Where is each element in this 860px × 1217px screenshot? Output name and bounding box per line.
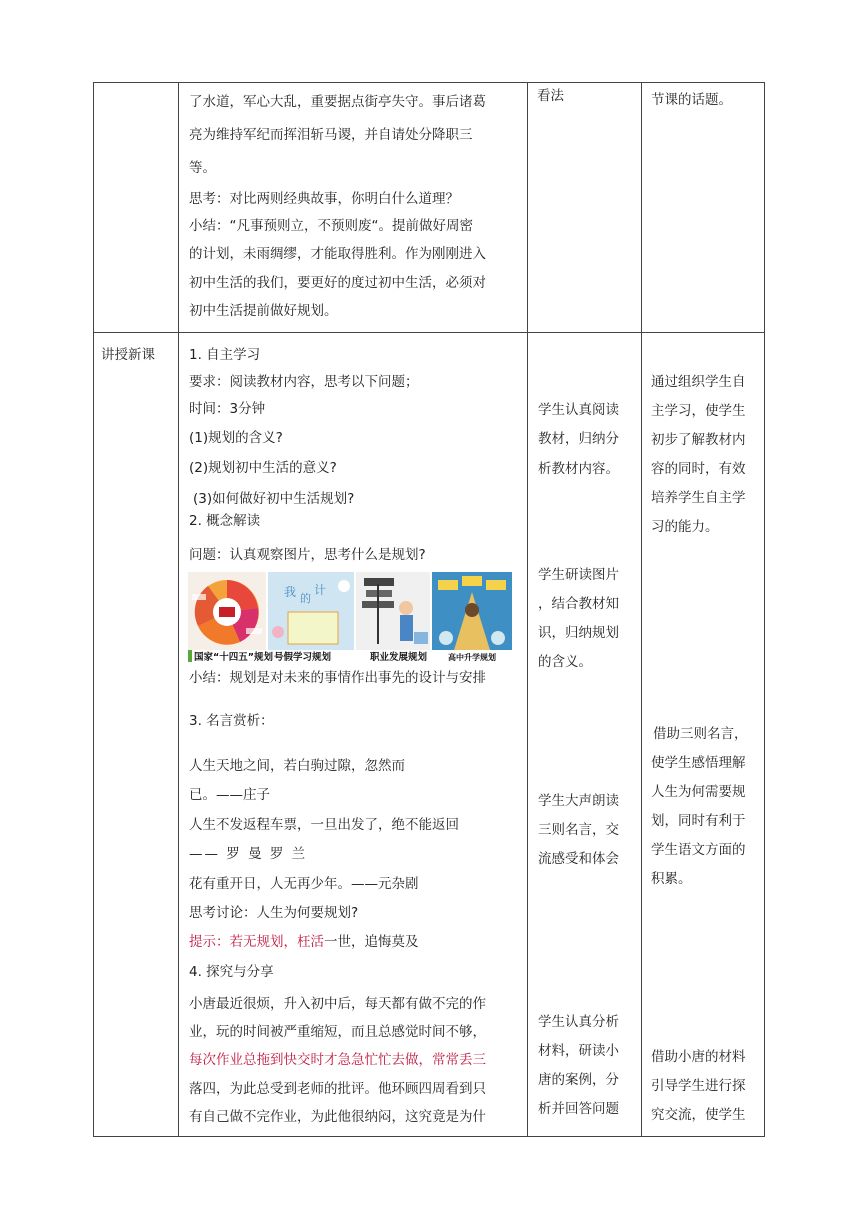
student-activity-line: 材料，研读小: [538, 1043, 619, 1059]
design-intent-line: 借助三则名言，: [653, 726, 748, 742]
table-border-left: [93, 82, 94, 1137]
design-intent-line: 容的同时，有效: [651, 461, 746, 477]
text-line: (2)规划初中生活的意义?: [189, 460, 337, 476]
text-line: 的计划，未雨绸缪，才能取得胜利。作为刚刚进入: [189, 246, 486, 262]
highschool-plan-image: [432, 572, 512, 650]
student-activity-line: 析并回答问题: [538, 1101, 619, 1117]
student-activity-line: 三则名言，交: [538, 822, 619, 838]
table-border-bottom: [93, 1136, 765, 1137]
design-intent-line: 学生语文方面的: [651, 842, 746, 858]
row1-student-activity: 看法: [537, 88, 564, 104]
student-activity-line: 教材，归纳分: [538, 431, 619, 447]
design-intent-line: 借助小唐的材料: [651, 1049, 746, 1065]
student-activity-line: 学生认真阅读: [538, 402, 619, 418]
design-intent-line: 划，同时有利于: [651, 813, 746, 829]
text-line: 等。: [189, 160, 216, 176]
holiday-plan-image: [268, 572, 354, 650]
text-line: 思考：对比两则经典故事，你明白什么道理？: [189, 191, 459, 207]
hint-rest: 一世，追悔莫及: [324, 934, 419, 950]
design-intent-line: 通过组织学生自: [651, 374, 746, 390]
design-intent-line: 习的能力。: [651, 519, 719, 535]
svg-text:计: 计: [314, 583, 327, 597]
text-line: 初中生活的我们，要更好的度过初中生活，必须对: [189, 275, 486, 291]
svg-text:我: 我: [284, 585, 297, 599]
green-marker: [188, 650, 192, 662]
planning-images: [188, 572, 513, 664]
quote-line: 花有重开日，人无再少年。——元杂剧: [189, 876, 419, 892]
text-line: 小结：“凡事预则立，不预则废“。提前做好周密: [189, 218, 473, 234]
quote-line: —— 罗 曼 罗 兰: [189, 846, 308, 862]
text-line: (1)规划的含义?: [189, 430, 283, 446]
text-line: 亮为维持军纪而挥泪斩马谡，并自请处分降职三: [189, 127, 473, 143]
student-activity-line: 学生认真分析: [538, 1014, 619, 1030]
row-divider: [93, 332, 765, 333]
concept-summary: 小结：规划是对未来的事情作出事先的设计与安排: [189, 670, 486, 686]
design-intent-line: 主学习，使学生: [651, 403, 746, 419]
design-intent-line: 引导学生进行探: [651, 1078, 746, 1094]
caption-highschool-plan: 高中升学规划: [448, 653, 496, 662]
hint-mid: 枉活: [297, 934, 324, 950]
discussion-question: 思考讨论：人生为何要规划?: [189, 905, 359, 921]
design-intent-line: 初步了解教材内: [651, 432, 746, 448]
case-line: 业，玩的时间被严重缩短，而且总感觉时间不够，: [189, 1024, 486, 1040]
case-line: 落四，为此总受到老师的批评。他环顾四周看到只: [189, 1081, 486, 1097]
case-line: 小唐最近很烦，升入初中后，每天都有做不完的作: [189, 996, 486, 1012]
text-line: 了水道，军心大乱，重要据点街亭失守。事后诸葛: [189, 94, 486, 110]
quote-line: 人生不发返程车票，一旦出发了，绝不能返回: [189, 817, 459, 833]
design-intent-line: 人生为何需要规: [651, 784, 746, 800]
text-line: 初中生活提前做好规划。: [189, 303, 338, 319]
student-activity-line: 识，归纳规划: [538, 625, 619, 641]
table-divider-1: [178, 82, 179, 1137]
row1-design-intent: 节课的话题。: [651, 92, 732, 108]
table-border-right: [764, 82, 765, 1137]
section-title: 4. 探究与分享: [189, 964, 274, 980]
caption-career-plan: 职业发展规划: [370, 652, 428, 663]
text-line: 要求：阅读教材内容，思考以下问题；: [189, 374, 419, 390]
design-intent-line: 究交流，使学生: [651, 1107, 746, 1123]
text-line: 问题：认真观察图片，思考什么是规划?: [189, 547, 426, 563]
text-line: (3)如何做好初中生活规划?: [193, 491, 355, 507]
design-intent-line: 积累。: [651, 871, 692, 887]
svg-text:的: 的: [300, 592, 311, 605]
caption-holiday-plan: 号假学习规划: [274, 652, 332, 663]
student-activity-line: ，结合教材知: [538, 596, 619, 612]
section-title: 1. 自主学习: [189, 347, 261, 363]
student-activity-line: 析教材内容。: [538, 461, 619, 477]
case-line-highlight: 每次作业总拖到快交时才急急忙忙去做，常常丢三: [189, 1052, 486, 1068]
national-plan-image: [188, 572, 266, 650]
student-activity-line: 学生大声朗读: [538, 793, 619, 809]
stage-label: 讲授新课: [101, 347, 155, 363]
hint-line: [189, 928, 419, 956]
section-title: 3. 名言赏析：: [189, 713, 274, 729]
career-plan-image: [356, 572, 430, 650]
design-intent-line: 使学生感悟理解: [651, 755, 746, 771]
text-line: 时间：3分钟: [189, 401, 266, 417]
design-intent-line: 培养学生自主学: [651, 490, 746, 506]
quote-line: 已。——庄子: [189, 787, 270, 803]
student-activity-line: 唐的案例，分: [538, 1072, 619, 1088]
caption-national-plan: 国家“十四五”规划: [194, 652, 273, 663]
table-divider-3: [641, 82, 642, 1137]
student-activity-line: 流感受和体会: [538, 851, 619, 867]
case-line: 有自己做不完作业，为此他很纳闷，这究竟是为什: [189, 1109, 486, 1125]
student-activity-line: 的含义。: [538, 654, 592, 670]
table-border-top: [93, 82, 765, 83]
student-activity-line: 学生研读图片: [538, 567, 619, 583]
table-divider-2: [527, 82, 528, 1137]
section-title: 2. 概念解读: [189, 513, 261, 529]
quote-line: 人生天地之间，若白驹过隙，忽然而: [189, 758, 405, 774]
hint-label: 提示：若无规划，: [189, 934, 297, 950]
